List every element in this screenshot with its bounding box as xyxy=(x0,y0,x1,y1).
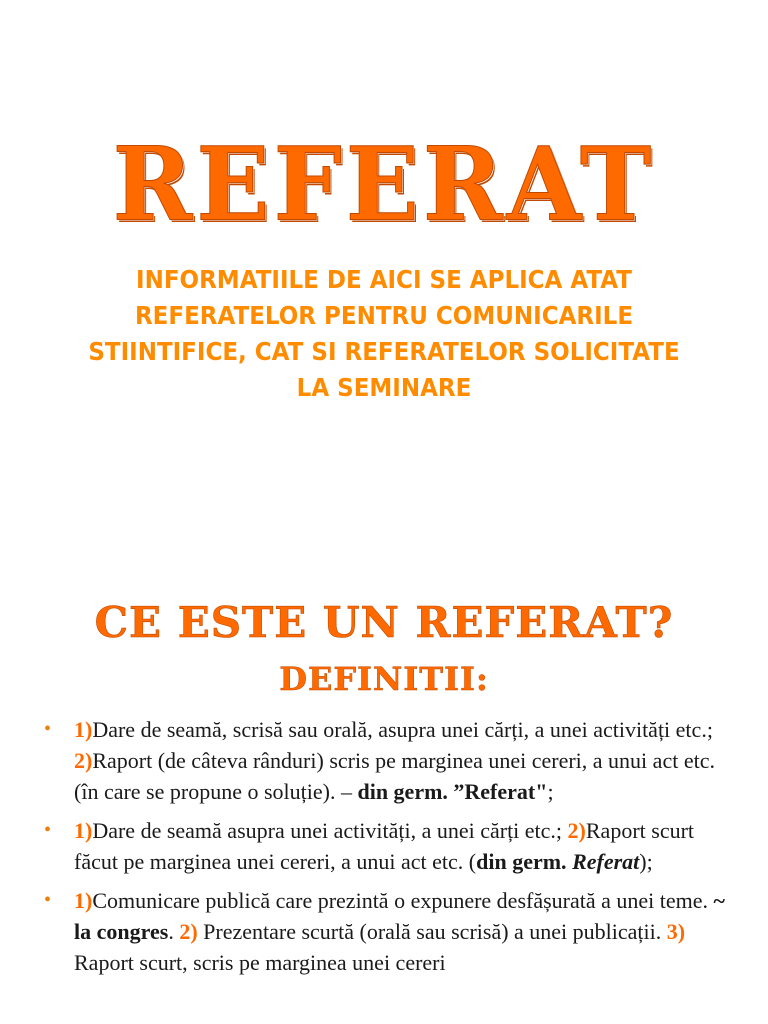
punctuation: . xyxy=(168,919,180,944)
source-word: Referat xyxy=(572,849,640,874)
definition-text: Comunicare publică care prezintă o expunere desfășurată a unei teme. xyxy=(92,888,714,913)
number: 1) xyxy=(74,818,93,843)
definition-text: Prezentare scurtă (orală sau scrisă) a unei publicații. xyxy=(197,919,667,944)
punctuation: ); xyxy=(639,849,653,874)
definition-text: Dare de seamă, scrisă sau orală, asupra unei cărți, a unei activități etc.; xyxy=(92,717,713,742)
definition-text: Dare de seamă asupra unei activități, a unei cărți etc.; xyxy=(92,818,568,843)
definition-text: Raport scurt făcut pe marginea unei cereri, a unui act etc. ( xyxy=(74,818,695,874)
number: 2) xyxy=(179,919,198,944)
number: 2) xyxy=(74,748,93,773)
list-item xyxy=(44,815,734,877)
number: 1) xyxy=(74,717,93,742)
number: 2) xyxy=(567,818,586,843)
definitions-slide xyxy=(0,560,768,1024)
list-item xyxy=(44,885,734,978)
usage-example: ~ la congres xyxy=(74,888,725,944)
number: 1) xyxy=(74,888,93,913)
subtitle: INFORMATIILE DE AICI SE APLICA ATAT REFERATELOR PENTRU COMUNICARILE STIINTIFICE, CAT SI REFERATELOR SOLICITATE LA SEMINARE xyxy=(88,265,680,402)
slide-heading: CE ESTE UN REFERAT? xyxy=(94,598,674,647)
source-note: din germ. ”Referat" xyxy=(357,779,548,804)
slide-subheading: DEFINITII: xyxy=(279,660,489,698)
definition-text: Raport scurt, scris pe marginea unei cereri xyxy=(74,950,446,975)
bullet-icon: • xyxy=(44,718,52,740)
punctuation: ; xyxy=(547,779,554,804)
main-title: REFERAT xyxy=(112,125,656,244)
definition-text: Raport (de câteva rânduri) scris pe marginea unei cereri, a unui act etc. (în care se propune o soluție). – xyxy=(74,748,715,804)
bullet-icon: • xyxy=(44,819,52,841)
bullet-icon: • xyxy=(44,889,52,911)
source-note: din germ. xyxy=(476,849,573,874)
list-item xyxy=(44,714,734,807)
definition-list xyxy=(44,714,734,986)
number: 3) xyxy=(666,919,686,944)
